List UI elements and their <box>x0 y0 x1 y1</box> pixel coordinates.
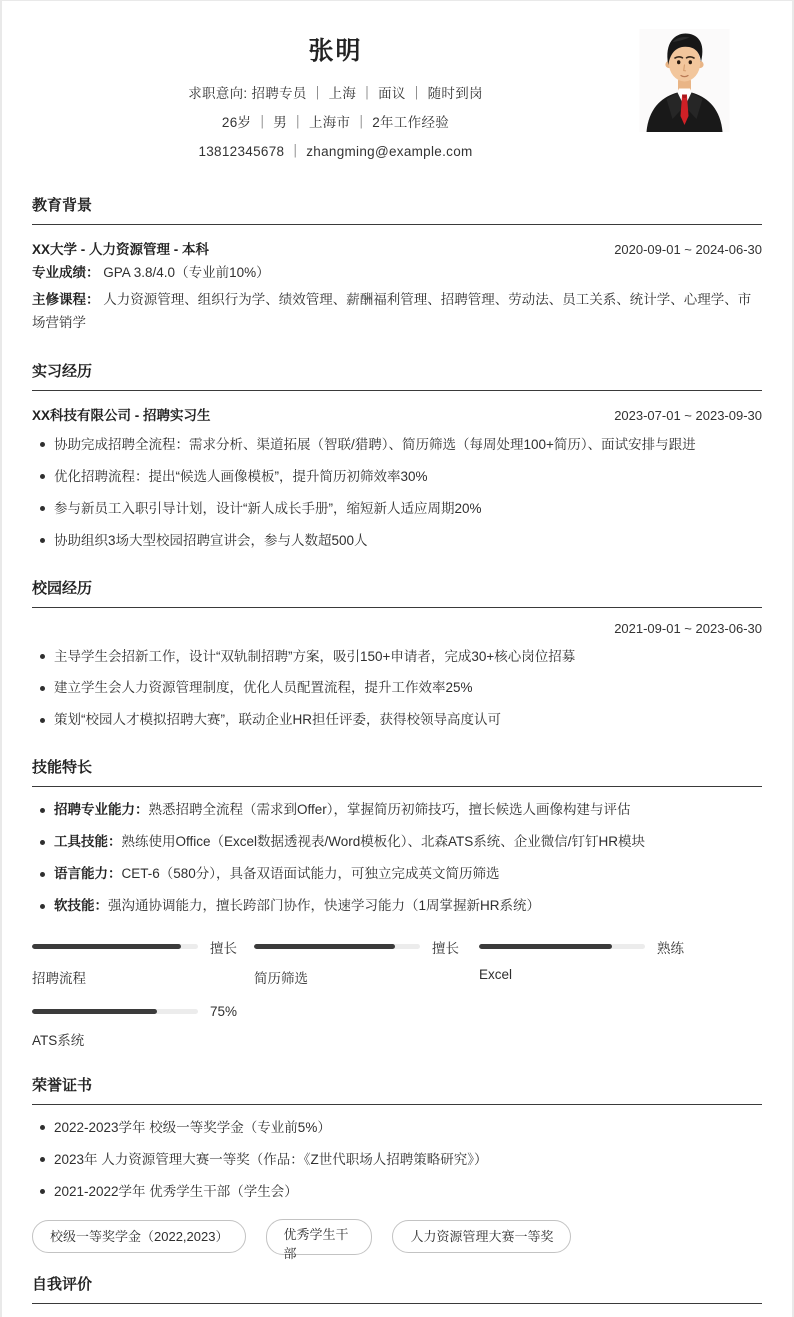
bullet-item: 策划“校园人才模拟招聘大赛”，联动企业HR担任评委，获得校领导高度认可 <box>32 710 762 731</box>
honor-tag-hr-competition: 人力资源管理大赛一等奖 <box>392 1220 571 1253</box>
skill-name: 简历筛选 <box>254 970 308 986</box>
honors-bullet-list <box>32 1118 762 1203</box>
bullet-item: 2023年 人力资源管理大赛一等奖（作品：《Z世代职场人招聘策略研究》） <box>32 1150 762 1171</box>
section-education <box>32 194 762 335</box>
bullet-item: 2022-2023学年 校级一等奖学金（专业前5%） <box>32 1118 762 1139</box>
honor-tag-outstanding-cadre: 优秀学生干部 <box>266 1219 372 1255</box>
section-title-internship: 实习经历 <box>32 360 762 391</box>
section-honors <box>32 1074 762 1261</box>
bullet-item: 优化招聘流程：提出“候选人画像模板”，提升简历初筛效率30% <box>32 467 762 488</box>
campus-date-range: 2021-09-01 ~ 2023-06-30 <box>614 620 762 636</box>
bullet-item: 软技能：强沟通协调能力，擅长跨部门协作，快速学习能力（1周掌握新HR系统） <box>32 896 762 917</box>
section-title-self-evaluation: 自我评价 <box>32 1273 762 1304</box>
skill-bar-fill <box>32 1009 157 1014</box>
avatar-illustration <box>639 29 730 132</box>
courses-row: 主修课程： 人力资源管理、组织行为学、绩效管理、薪酬福利管理、招聘管理、劳动法、员工关系、统计学、心理学、市场营销学 <box>32 291 752 330</box>
skill-name: ATS系统 <box>32 1032 85 1048</box>
section-title-skills: 技能特长 <box>32 756 762 787</box>
resume-header <box>32 27 762 169</box>
gpa-row: 专业成绩： GPA 3.8/4.0（专业前10%） <box>32 265 270 280</box>
skill-bar-fill <box>479 944 612 949</box>
skill-bar-track <box>254 944 420 949</box>
internship-date-range: 2023-07-01 ~ 2023-09-30 <box>614 407 762 423</box>
resume-page <box>2 1 792 1317</box>
skill-bar-excel <box>479 937 762 987</box>
skill-bar-screening <box>254 937 479 987</box>
bullet-item: 招聘专业能力：熟悉招聘全流程（需求到Offer），掌握简历初筛技巧，擅长候选人画像构建与评估 <box>32 800 762 821</box>
section-title-campus: 校园经历 <box>32 577 762 608</box>
internship-entry-head <box>32 404 762 424</box>
skill-level-label: 擅长 <box>432 940 459 956</box>
contact-line: 13812345678 ｜ zhangming@example.com <box>198 144 473 159</box>
company-position: XX科技有限公司 - 招聘实习生 <box>32 407 211 423</box>
section-self-evaluation <box>32 1273 762 1304</box>
section-skills <box>32 756 762 1049</box>
skill-name: Excel <box>479 966 513 982</box>
job-intention-line: 求职意向: 招聘专员 ｜ 上海 ｜ 面议 ｜ 随时到岗 <box>188 86 483 101</box>
header-text-block <box>32 27 639 169</box>
bullet-item: 协助组织3场大型校园招聘宣讲会，参与人数超500人 <box>32 531 762 552</box>
section-title-education: 教育背景 <box>32 194 762 225</box>
skill-name: 招聘流程 <box>32 970 86 986</box>
skill-bar-ats <box>32 1004 254 1049</box>
bullet-item: 语言能力：CET-6（580分），具备双语面试能力，可独立完成英文简历筛选 <box>32 864 762 885</box>
skill-bar-track <box>32 944 198 949</box>
bullet-item: 工具技能：熟练使用Office（Excel数据透视表/Word模板化）、北森ATS系统、企业微信/钉钉HR模块 <box>32 832 762 853</box>
skill-bar-recruiting <box>32 937 254 987</box>
education-entry-head <box>32 238 762 258</box>
section-internship <box>32 360 762 552</box>
honor-tag-scholarship: 校级一等奖学金（2022,2023） <box>32 1220 246 1253</box>
education-date-range: 2020-09-01 ~ 2024-06-30 <box>614 242 762 257</box>
skill-bar-track <box>32 1009 198 1014</box>
skill-bar-track <box>479 944 645 949</box>
skill-bar-fill <box>254 944 395 949</box>
skill-bars <box>32 937 762 1049</box>
skill-level-label: 擅长 <box>210 940 237 956</box>
skill-level-label: 75% <box>210 1003 238 1019</box>
bullet-item: 参与新员工入职引导计划，设计“新人成长手册”，缩短新人适应周期20% <box>32 499 762 520</box>
skill-level-label: 熟练 <box>657 940 684 956</box>
personal-info-line: 26岁 ｜ 男 ｜ 上海市 ｜ 2年工作经验 <box>221 115 450 130</box>
skill-bar-fill <box>32 944 181 949</box>
bullet-item: 建立学生会人力资源管理制度，优化人员配置流程，提升工作效率25% <box>32 678 762 699</box>
bullet-item: 主导学生会招新工作，设计“双轨制招聘”方案，吸引150+申请者，完成30+核心岗位招募 <box>32 647 762 668</box>
internship-bullet-list <box>32 435 762 552</box>
school-degree: XX大学 - 人力资源管理 - 本科 <box>32 242 210 257</box>
profile-photo <box>639 29 730 132</box>
honor-tags <box>32 1219 762 1261</box>
section-title-honors: 荣誉证书 <box>32 1074 762 1105</box>
section-campus <box>32 577 762 732</box>
skills-bullet-list <box>32 800 762 917</box>
bullet-item: 2021-2022学年 优秀学生干部（学生会） <box>32 1182 762 1203</box>
candidate-name: 张明 <box>308 37 363 65</box>
bullet-item: 协助完成招聘全流程：需求分析、渠道拓展（智联/猎聘）、简历筛选（每周处理100+简历）、面试安排与跟进 <box>32 435 762 456</box>
campus-bullet-list <box>32 647 762 732</box>
campus-entry-head <box>32 621 762 636</box>
